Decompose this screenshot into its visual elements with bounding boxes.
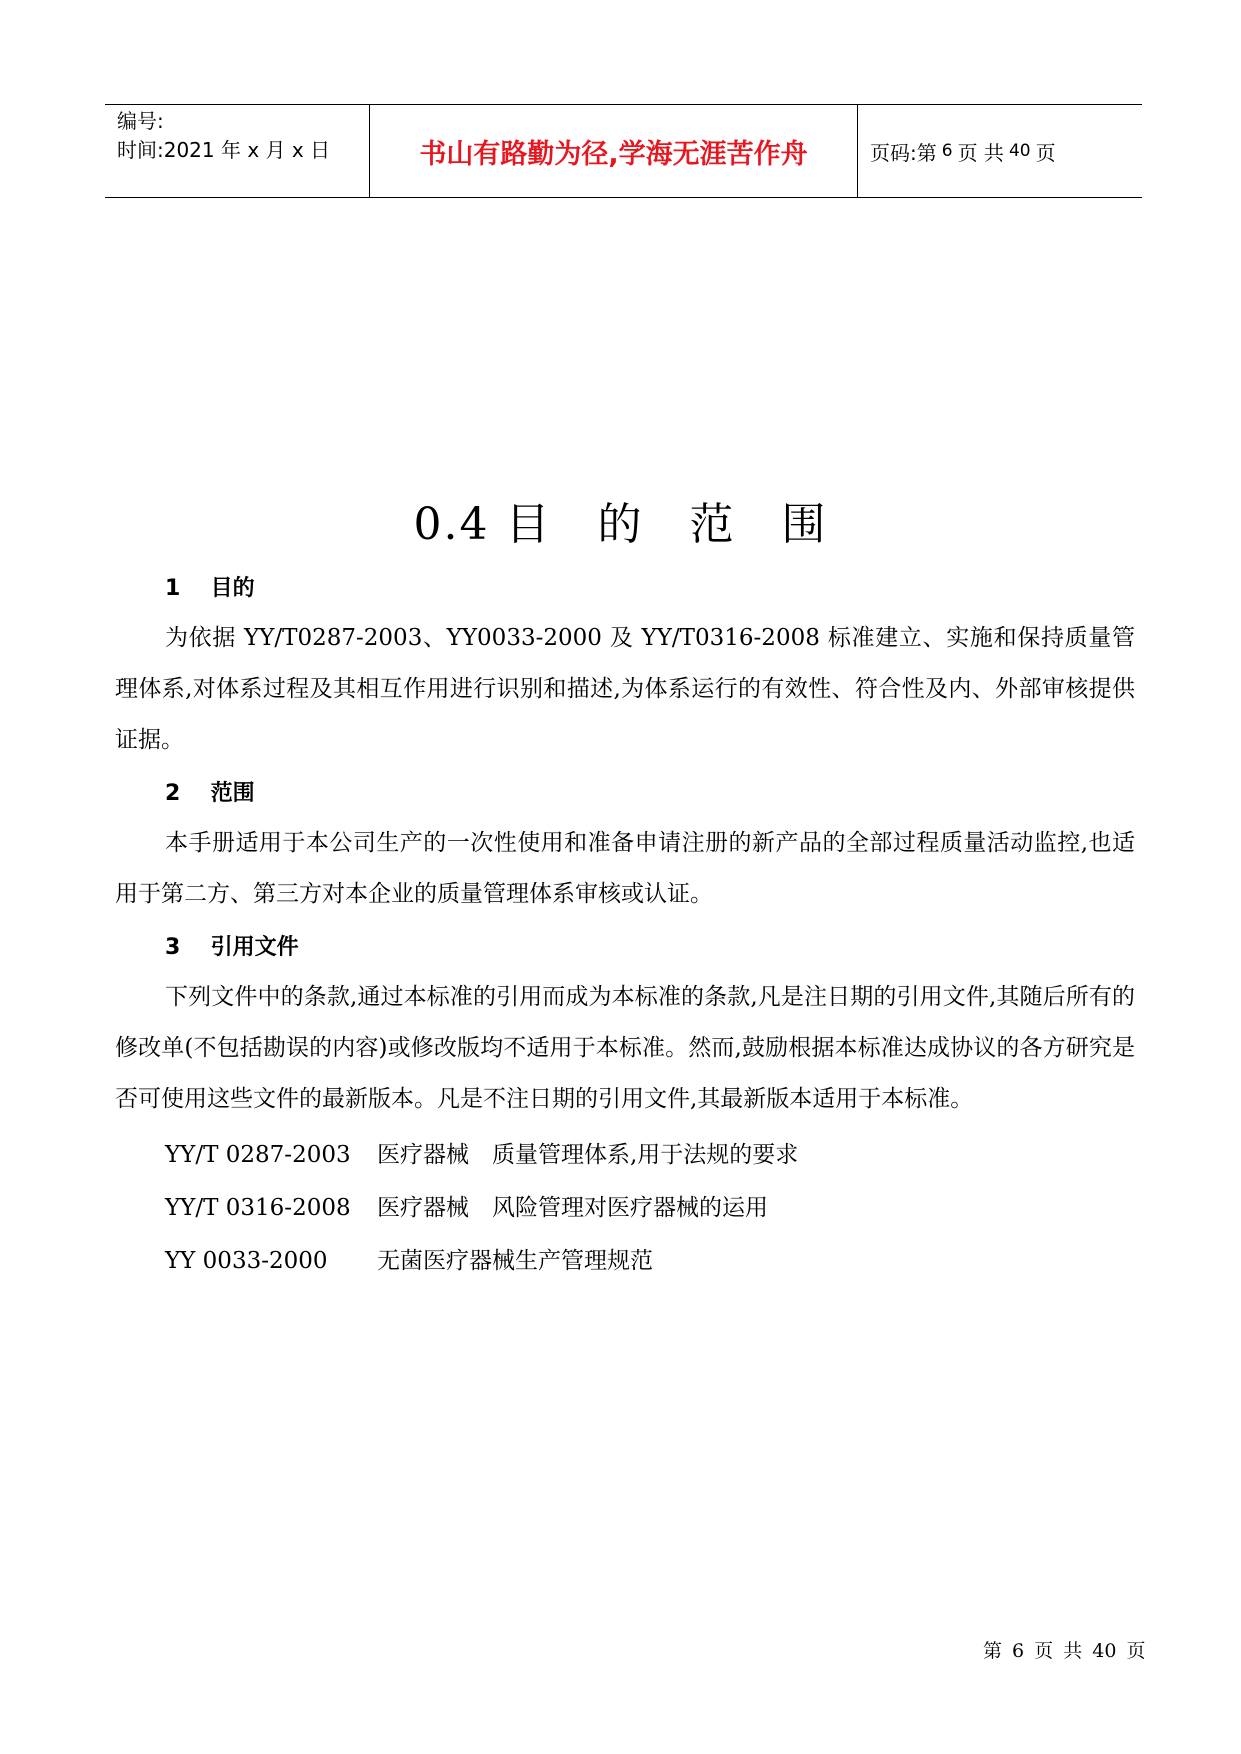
reference-title: 无菌医疗器械生产管理规范 — [377, 1248, 653, 1274]
section-number: 1 — [165, 576, 181, 601]
page-footer: 第 6 页 共 40 页 — [983, 1640, 1146, 1662]
document-body — [115, 565, 1135, 1288]
section-title: 目的 — [210, 576, 255, 601]
reference-code: YY 0033-2000 — [165, 1248, 328, 1274]
reference-list — [115, 1129, 1135, 1288]
reference-item — [115, 1182, 1135, 1235]
section-heading — [115, 924, 1135, 972]
reference-item — [115, 1235, 1135, 1288]
reference-title: 医疗器械 质量管理体系,用于法规的要求 — [377, 1142, 799, 1168]
section-paragraph: 本手册适用于本公司生产的一次性使用和准备申请注册的新产品的全部过程质量活动监控,也适用于第二方、第三方对本企业的质量管理体系审核或认证。 — [115, 830, 1135, 907]
section-number: 2 — [165, 781, 181, 806]
number-label: 编号: — [117, 109, 164, 133]
section-number: 3 — [165, 935, 181, 960]
section-title: 范围 — [210, 781, 255, 806]
page-mid: 页 共 — [957, 140, 1004, 165]
page-header — [105, 104, 1142, 198]
reference-code: YY/T 0316-2008 — [165, 1195, 351, 1221]
header-page-info — [858, 105, 1142, 197]
header-meta — [105, 105, 370, 197]
section-paragraph: 为依据 YY/T0287-2003、YY0033-2000 及 YY/T0316-2008 标准建立、实施和保持质量管理体系,对体系过程及其相互作用进行识别和描述,为体系运行的有效性、符合性及内、外部审核提供证据。 — [115, 625, 1135, 753]
page-total: 40 — [1008, 141, 1031, 161]
document-title: 0.4 目 的 范 围 — [413, 499, 828, 550]
reference-item — [115, 1129, 1135, 1182]
reference-title: 医疗器械 风险管理对医疗器械的运用 — [377, 1195, 768, 1221]
time-label: 时间:2021 年 x 月 x 日 — [117, 138, 331, 162]
header-motto: 书山有路勤为径,学海无涯苦作舟 — [370, 105, 858, 197]
page-prefix: 页码:第 — [870, 140, 937, 165]
section-heading — [115, 565, 1135, 613]
page-suffix: 页 — [1035, 140, 1056, 165]
section-heading — [115, 770, 1135, 818]
page-number: 6 — [941, 141, 953, 161]
section-paragraph: 下列文件中的条款,通过本标准的引用而成为本标准的条款,凡是注日期的引用文件,其随后所有的修改单(不包括勘误的内容)或修改版均不适用于本标准。然而,鼓励根据本标准达成协议的各方研究是否可使用这些文件的最新版本。凡是不注日期的引用文件,其最新版本适用于本标准。 — [115, 984, 1135, 1112]
reference-code: YY/T 0287-2003 — [165, 1142, 351, 1168]
section-title: 引用文件 — [210, 935, 299, 960]
